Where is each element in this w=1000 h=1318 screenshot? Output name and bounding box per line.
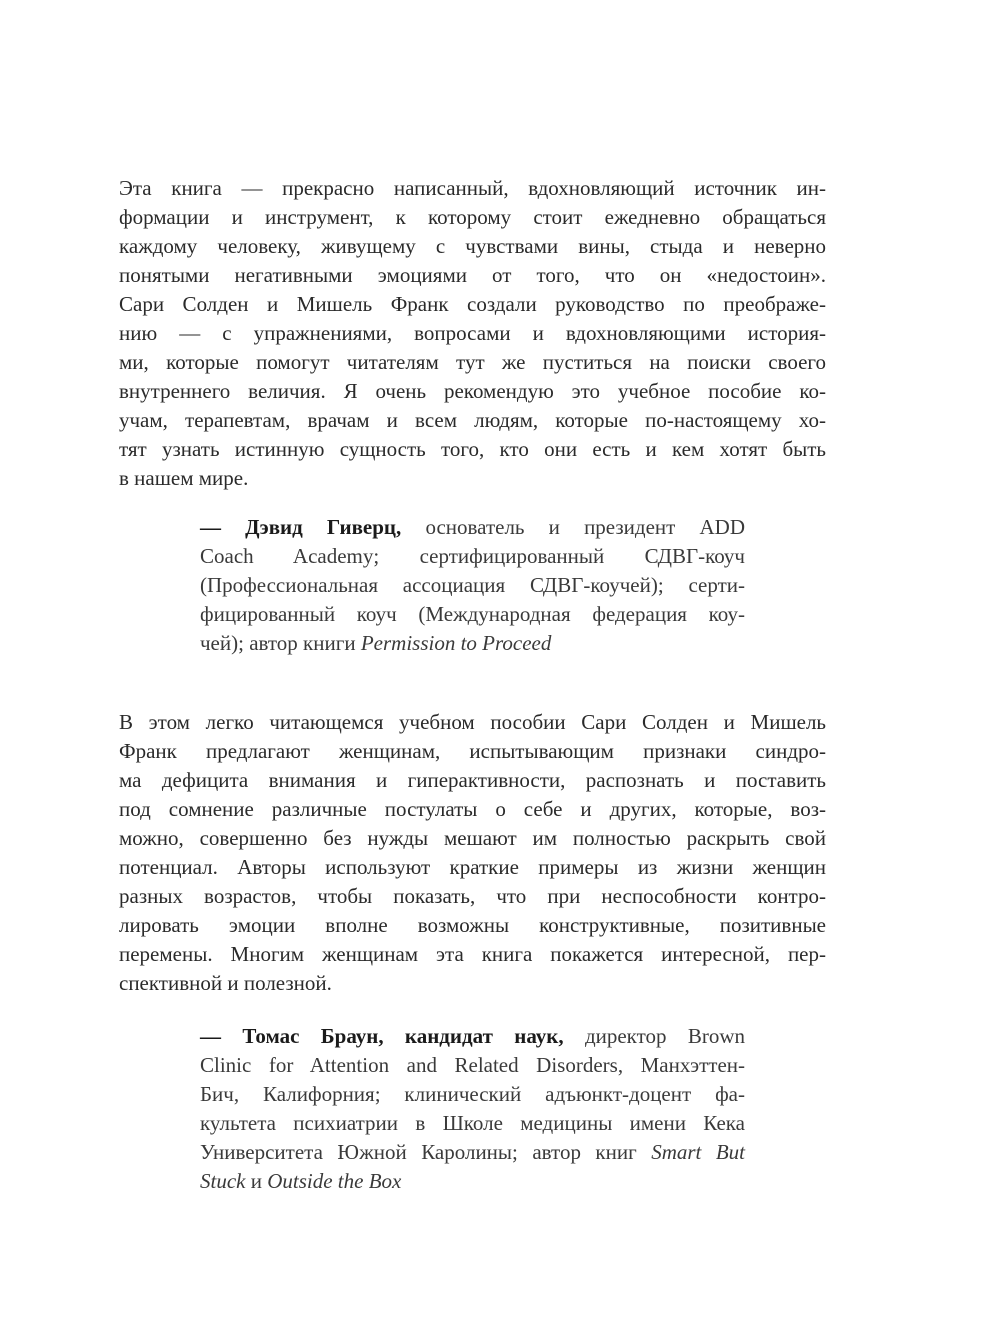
text-segment: разных возрастов, чтобы показать, что при неспособности контро- (119, 884, 826, 908)
text-line (119, 911, 826, 940)
text-line (119, 737, 826, 766)
text-line (200, 1167, 745, 1196)
text-segment: лировать эмоции вполне возможны конструктивные, позитивные (119, 913, 826, 937)
text-segment: ми, которые помогут читателям тут же пуститься на поиски своего (119, 350, 826, 374)
text-line (119, 435, 826, 464)
text-segment: спективной и полезной. (119, 971, 332, 995)
text-line (119, 232, 826, 261)
text-segment: перемены. Многим женщинам эта книга покажется интересной, пер- (119, 942, 826, 966)
text-segment: под сомнение различные постулаты о себе и других, которые, воз- (119, 797, 826, 821)
text-segment: директор Brown (563, 1024, 745, 1048)
text-line (119, 824, 826, 853)
text-segment: Clinic for Attention and Related Disorders, Манхэттен- (200, 1053, 745, 1077)
text-segment: нию — с упражнениями, вопросами и вдохновляющими история- (119, 321, 826, 345)
text-segment: (Профессиональная ассоциация СДВГ-коучей); серти- (200, 573, 745, 597)
text-line (119, 203, 826, 232)
text-segment: понятыми негативными эмоциями от того, что он «недостоин». (119, 263, 826, 287)
text-segment: потенциал. Авторы используют краткие примеры из жизни женщин (119, 855, 826, 879)
text-line (119, 406, 826, 435)
text-line (119, 174, 826, 203)
text-line (119, 882, 826, 911)
text-line (119, 853, 826, 882)
text-line (119, 464, 826, 493)
text-segment: и (245, 1169, 268, 1193)
text-segment: Бич, Калифорния; клинический адъюнкт-доцент фа- (200, 1082, 745, 1106)
text-segment: можно, совершенно без нужды мешают им полностью раскрыть свой (119, 826, 826, 850)
text-line (200, 1080, 745, 1109)
book-title: Smart But (651, 1140, 745, 1164)
text-line (119, 290, 826, 319)
text-line (200, 542, 745, 571)
text-line (119, 766, 826, 795)
text-line (119, 795, 826, 824)
review-paragraph-2 (119, 708, 826, 998)
text-line (119, 319, 826, 348)
text-segment: основатель и президент ADD (401, 515, 746, 539)
text-segment: тят узнать истинную сущность того, кто они есть и кем хотят быть (119, 437, 826, 461)
text-segment: Франк предлагают женщинам, испытывающим признаки синдро- (119, 739, 826, 763)
text-segment: Эта книга — прекрасно написанный, вдохновляющий источник ин- (119, 176, 826, 200)
text-segment: Университета Южной Каролины; автор книг (200, 1140, 652, 1164)
text-segment: В этом легко читающемся учебном пособии Сари Солден и Мишель (119, 710, 826, 734)
text-line (119, 377, 826, 406)
text-segment: внутреннего величия. Я очень рекомендую это учебное пособие ко- (119, 379, 826, 403)
review-attribution-2 (200, 1022, 745, 1196)
text-segment: Coach Academy; сертифицированный СДВГ-коуч (200, 544, 745, 568)
book-title: Outside the Box (267, 1169, 402, 1193)
book-title: Stuck (200, 1169, 246, 1193)
text-line (119, 348, 826, 377)
text-line (200, 600, 745, 629)
text-segment: формации и инструмент, к которому стоит ежедневно обращаться (119, 205, 826, 229)
text-line (119, 261, 826, 290)
review-paragraph-1 (119, 174, 826, 493)
text-line (200, 1022, 745, 1051)
review-attribution-1 (200, 513, 745, 658)
text-segment: Сари Солден и Мишель Франк создали руководство по преображе- (119, 292, 826, 316)
text-segment: чей); автор книги (200, 631, 361, 655)
text-segment: учам, терапевтам, врачам и всем людям, которые по-настоящему хо- (119, 408, 826, 432)
text-segment: в нашем мире. (119, 466, 249, 490)
text-segment: ма дефицита внимания и гиперактивности, распознать и поставить (119, 768, 826, 792)
text-line (200, 571, 745, 600)
text-line (119, 708, 826, 737)
text-line (119, 969, 826, 998)
text-line (200, 629, 745, 658)
text-segment: фицированный коуч (Международная федерация коу- (200, 602, 745, 626)
text-segment: каждому человеку, живущему с чувствами вины, стыда и неверно (119, 234, 826, 258)
text-line (200, 1051, 745, 1080)
author-name: — Томас Браун, кандидат наук, (200, 1024, 564, 1048)
text-segment: культета психиатрии в Школе медицины имени Кека (200, 1111, 745, 1135)
text-line (119, 940, 826, 969)
text-line (200, 1109, 745, 1138)
text-line (200, 513, 745, 542)
author-name: — Дэвид Гиверц, (200, 515, 402, 539)
text-line (200, 1138, 745, 1167)
book-title: Permission to Proceed (360, 631, 552, 655)
